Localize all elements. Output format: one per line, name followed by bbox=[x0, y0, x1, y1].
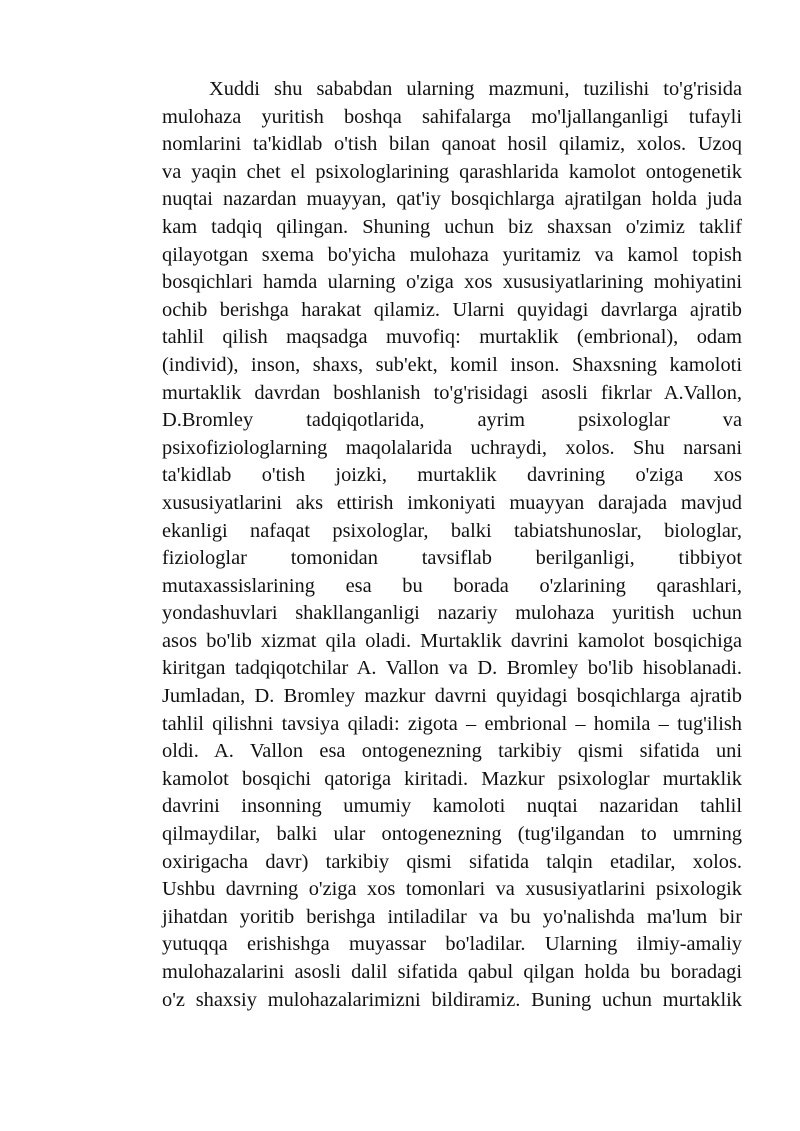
paragraph-line: mutaxassislarining esa bu borada o'zlarining qarashlari, bbox=[162, 574, 742, 597]
paragraph-line: nuqtai nazardan muayyan, qat'iy bosqichlarga ajratilgan holda juda bbox=[162, 188, 742, 211]
paragraph-line: qilmaydilar, balki ular ontogenezning (tug'ilgandan to umrning bbox=[162, 823, 742, 846]
paragraph-line: yondashuvlari shakllanganligi nazariy mulohaza yuritish uchun bbox=[162, 602, 742, 625]
paragraph-line: D.Bromley tadqiqotlarida, ayrim psixologlar va bbox=[162, 409, 742, 432]
paragraph-line: murtaklik davrdan boshlanish to'g'risidagi asosli fikrlar A.Vallon, bbox=[162, 381, 742, 404]
paragraph-line: mulohazalarini asosli dalil sifatida qabul qilgan holda bu boradagi bbox=[162, 961, 742, 983]
paragraph-line: va yaqin chet el psixologlarining qarashlarida kamolot ontogenetik bbox=[162, 160, 742, 183]
paragraph-line: ta'kidlab o'tish joizki, murtaklik davrining o'ziga xos bbox=[162, 464, 742, 487]
paragraph-line: ekanligi nafaqat psixologlar, balki tabiatshunoslar, biologlar, bbox=[162, 519, 742, 542]
paragraph-line: ochib berishga harakat qilamiz. Ularni quyidagi davrlarga ajratib bbox=[162, 298, 742, 321]
body-paragraph bbox=[162, 76, 742, 1014]
paragraph-line: nomlarini ta'kidlab o'tish bilan qanoat hosil qilamiz, xolos. Uzoq bbox=[162, 133, 742, 156]
paragraph-line: oxirigacha davr) tarkibiy qismi sifatida talqin etadilar, xolos. bbox=[162, 850, 742, 873]
paragraph-line: kam tadqiq qilingan. Shuning uchun biz shaxsan o'zimiz taklif bbox=[162, 215, 742, 238]
paragraph-line: Xuddi shu sababdan ularning mazmuni, tuzilishi to'g'risida bbox=[209, 78, 742, 100]
paragraph-line: asos bo'lib xizmat qila oladi. Murtaklik davrini kamolot bosqichiga bbox=[162, 629, 742, 652]
paragraph-line: xususiyatlarini aks ettirish imkoniyati muayyan darajada mavjud bbox=[162, 491, 742, 514]
paragraph-line: davrini insonning umumiy kamoloti nuqtai nazaridan tahlil bbox=[162, 795, 742, 818]
paragraph-line: bosqichlari hamda ularning o'ziga xos xususiyatlarining mohiyatini bbox=[162, 271, 742, 294]
paragraph-line: Jumladan, D. Bromley mazkur davrni quyidagi bosqichlarga ajratib bbox=[162, 685, 742, 708]
paragraph-line: Ushbu davrning o'ziga xos tomonlari va xususiyatlarini psixologik bbox=[162, 878, 742, 901]
paragraph-line: qilayotgan sxema bo'yicha mulohaza yuritamiz va kamol topish bbox=[162, 243, 742, 266]
paragraph-line: fiziologlar tomonidan tavsiflab berilganligi, tibbiyot bbox=[162, 547, 742, 570]
paragraph-line: psixofiziologlarning maqolalarida uchraydi, xolos. Shu narsani bbox=[162, 436, 742, 459]
paragraph-line: yutuqqa erishishga muyassar bo'ladilar. Ularning ilmiy-amaliy bbox=[162, 933, 742, 956]
paragraph-line: tahlil qilish maqsadga muvofiq: murtaklik (embrional), odam bbox=[162, 326, 742, 349]
paragraph-line: o'z shaxsiy mulohazalarimizni bildiramiz. Buning uchun murtaklik bbox=[162, 988, 742, 1011]
paragraph-line: kiritgan tadqiqotchilar A. Vallon va D. Bromley bo'lib hisoblanadi. bbox=[162, 657, 742, 680]
paragraph-line: jihatdan yoritib berishga intiladilar va bu yo'nalishda ma'lum bir bbox=[162, 905, 742, 928]
paragraph-line: tahlil qilishni tavsiya qiladi: zigota – embrional – homila – tug'ilish bbox=[162, 712, 742, 735]
paragraph-line: kamolot bosqichi qatoriga kiritadi. Mazkur psixologlar murtaklik bbox=[162, 767, 742, 790]
paragraph-line: oldi. A. Vallon esa ontogenezning tarkibiy qismi sifatida uni bbox=[162, 740, 742, 763]
paragraph-line: (individ), inson, shaxs, sub'ekt, komil inson. Shaxsning kamoloti bbox=[162, 353, 742, 376]
paragraph-line: mulohaza yuritish boshqa sahifalarga mo'ljallanganligi tufayli bbox=[162, 105, 742, 128]
